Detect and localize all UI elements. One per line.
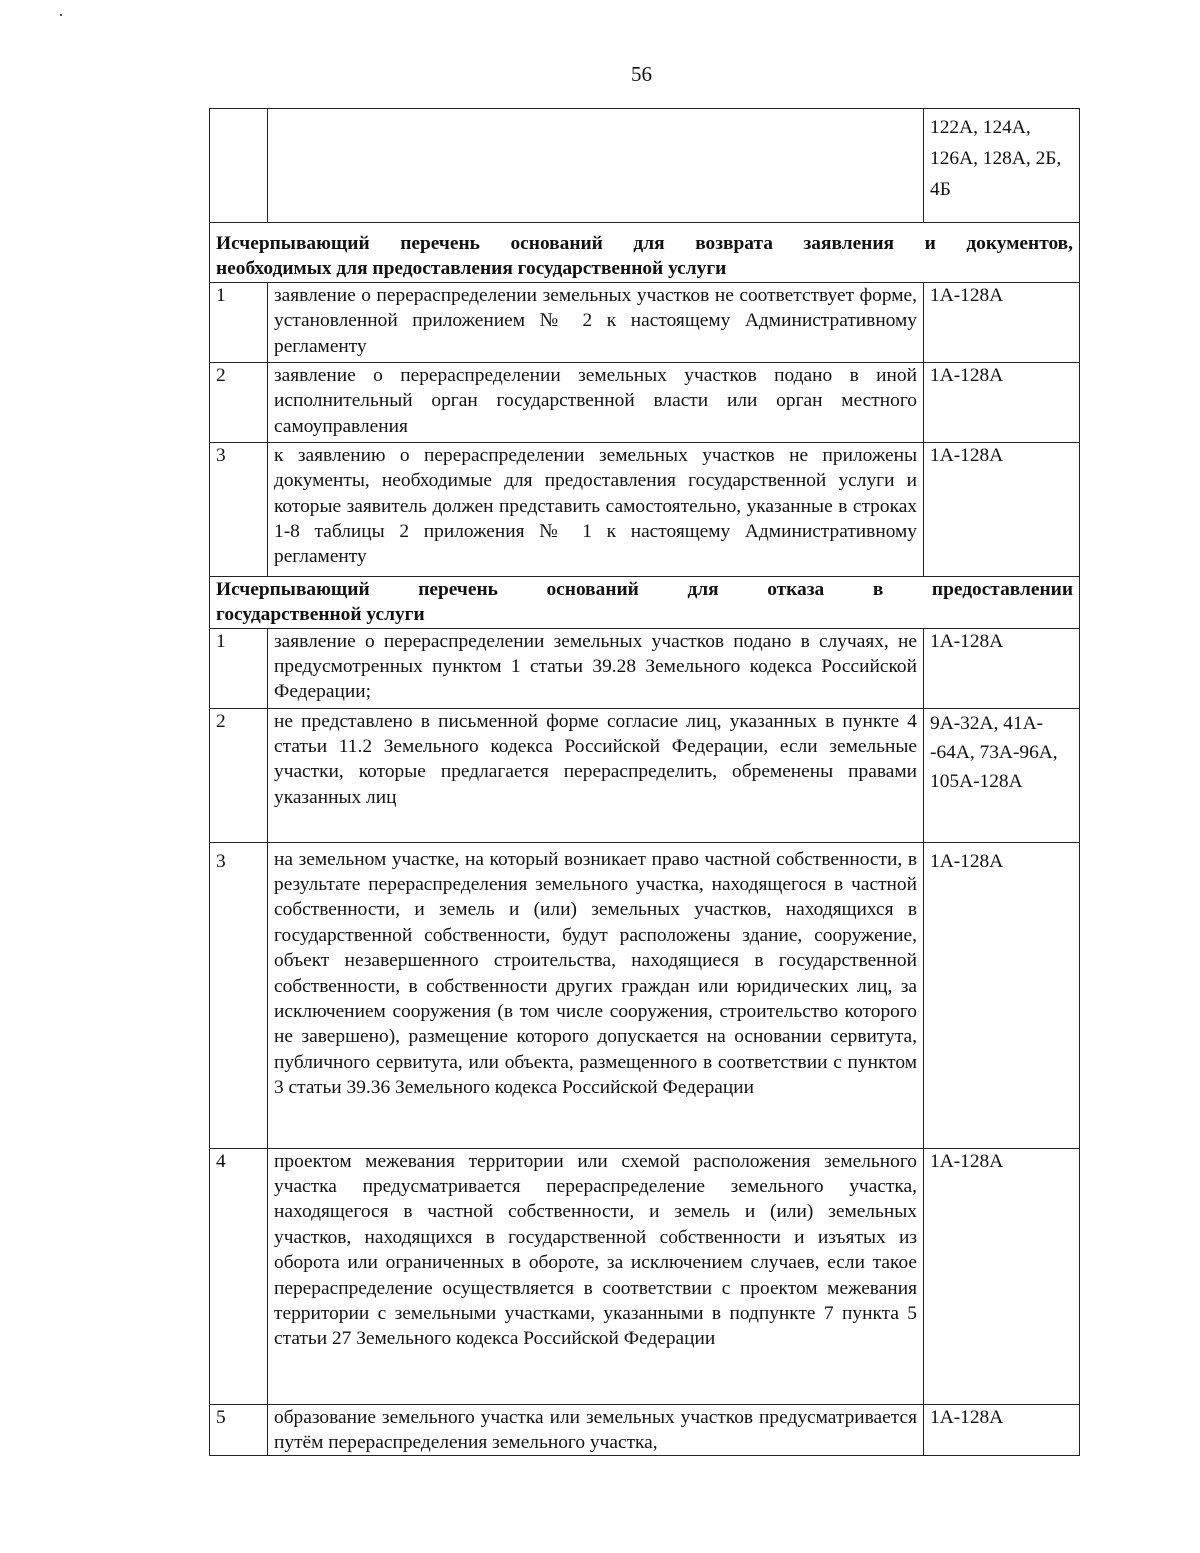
table-row bbox=[210, 842, 1080, 1148]
row-ref: 1А-128А bbox=[924, 1148, 1080, 1404]
table-row bbox=[210, 282, 1080, 362]
row-text: проектом межевания территории или схемой расположения земельного участка предусматривается перераспределение земельного участка, находящегося в частной собственности, и земель и (или) земельных участков, находящихся в государственной собственности и изъятых из оборота или ограниченных в обороте, за исключением случаев, если такое перераспределение осуществляется в соответствии с проектом межевания территории с земельными участками, указанными в подпункте 7 пункта 5 статьи 27 Земельного кодекса Российской Федерации bbox=[268, 1148, 924, 1404]
section-heading-line: Исчерпывающий перечень оснований для возврата заявления и документов, bbox=[216, 233, 1073, 254]
row-text: заявление о перераспределении земельных участков не соответствует форме, установленной приложением № 2 к настоящему Административному регламенту bbox=[268, 282, 924, 362]
row-text: к заявлению о перераспределении земельных участков не приложены документы, необходимые для предоставления государственной услуги и которые заявитель должен представить самостоятельно, указанные в строках 1-8 таблицы 2 приложения № 1 к настоящему Административному регламенту bbox=[268, 442, 924, 576]
section-heading-line: государственной услуги bbox=[216, 604, 425, 626]
table-row bbox=[210, 442, 1080, 576]
section-heading-return bbox=[210, 223, 1080, 283]
row-number: 3 bbox=[210, 842, 268, 1148]
row-text: заявление о перераспределении земельных участков подано в случаях, не предусмотренных пунктом 1 статьи 39.28 Земельного кодекса Российской Федерации; bbox=[268, 628, 924, 708]
row-number: 2 bbox=[210, 708, 268, 842]
row-number: 2 bbox=[210, 362, 268, 442]
table-row bbox=[210, 1404, 1080, 1456]
table-row bbox=[210, 708, 1080, 842]
row-text: образование земельного участка или земельных участков предусматривается путём перераспределения земельного участка, bbox=[268, 1404, 924, 1456]
scan-speck bbox=[60, 14, 62, 16]
section-heading-line: Исчерпывающий перечень оснований для отказа в предоставлении bbox=[216, 578, 1073, 600]
row-text bbox=[268, 109, 924, 223]
row-text: не представлено в письменной форме согласие лиц, указанных в пункте 4 статьи 11.2 Земельного кодекса Российской Федерации, если земельные участки, которые предлагается перераспределить, обременены правами указанных лиц bbox=[268, 708, 924, 842]
grounds-table bbox=[209, 108, 1080, 1456]
row-number: 5 bbox=[210, 1404, 268, 1456]
row-ref: 1А-128А bbox=[924, 442, 1080, 576]
row-ref: 122А, 124А, 126А, 128А, 2Б, 4Б bbox=[924, 109, 1080, 223]
section-heading-refuse bbox=[210, 576, 1080, 628]
row-ref: 1А-128А bbox=[924, 1404, 1080, 1456]
row-text: заявление о перераспределении земельных участков подано в иной исполнительный орган государственной власти или орган местного самоуправления bbox=[268, 362, 924, 442]
row-ref: 1А-128А bbox=[924, 628, 1080, 708]
row-number: 4 bbox=[210, 1148, 268, 1404]
row-number bbox=[210, 109, 268, 223]
table-row bbox=[210, 628, 1080, 708]
page-number: 56 bbox=[631, 62, 652, 86]
row-ref: 1А-128А bbox=[924, 282, 1080, 362]
row-text: на земельном участке, на который возникает право частной собственности, в результате перераспределения земельного участка, находящегося в частной собственности, и земель и (или) земельных участков, находящихся в государственной собственности, будут расположены здание, сооружение, объект незавершенного строительства, находящиеся в государственной собственности, в собственности других граждан или юридических лиц, за исключением сооружения (в том числе сооружения, строительство которого не завершено), размещение которого допускается на основании сервитута, публичного сервитута, или объекта, размещенного в соответствии с пунктом 3 статьи 39.36 Земельного кодекса Российской Федерации bbox=[268, 842, 924, 1148]
section-heading-line: необходимых для предоставления государственной услуги bbox=[216, 258, 727, 280]
row-number: 3 bbox=[210, 442, 268, 576]
table-row bbox=[210, 109, 1080, 223]
row-ref: 9А-32А, 41А--64А, 73А-96А, 105А-128А bbox=[924, 708, 1080, 842]
row-ref: 1А-128А bbox=[924, 842, 1080, 1148]
table-row bbox=[210, 362, 1080, 442]
row-ref: 1А-128А bbox=[924, 362, 1080, 442]
row-number: 1 bbox=[210, 282, 268, 362]
row-number: 1 bbox=[210, 628, 268, 708]
table-row bbox=[210, 1148, 1080, 1404]
